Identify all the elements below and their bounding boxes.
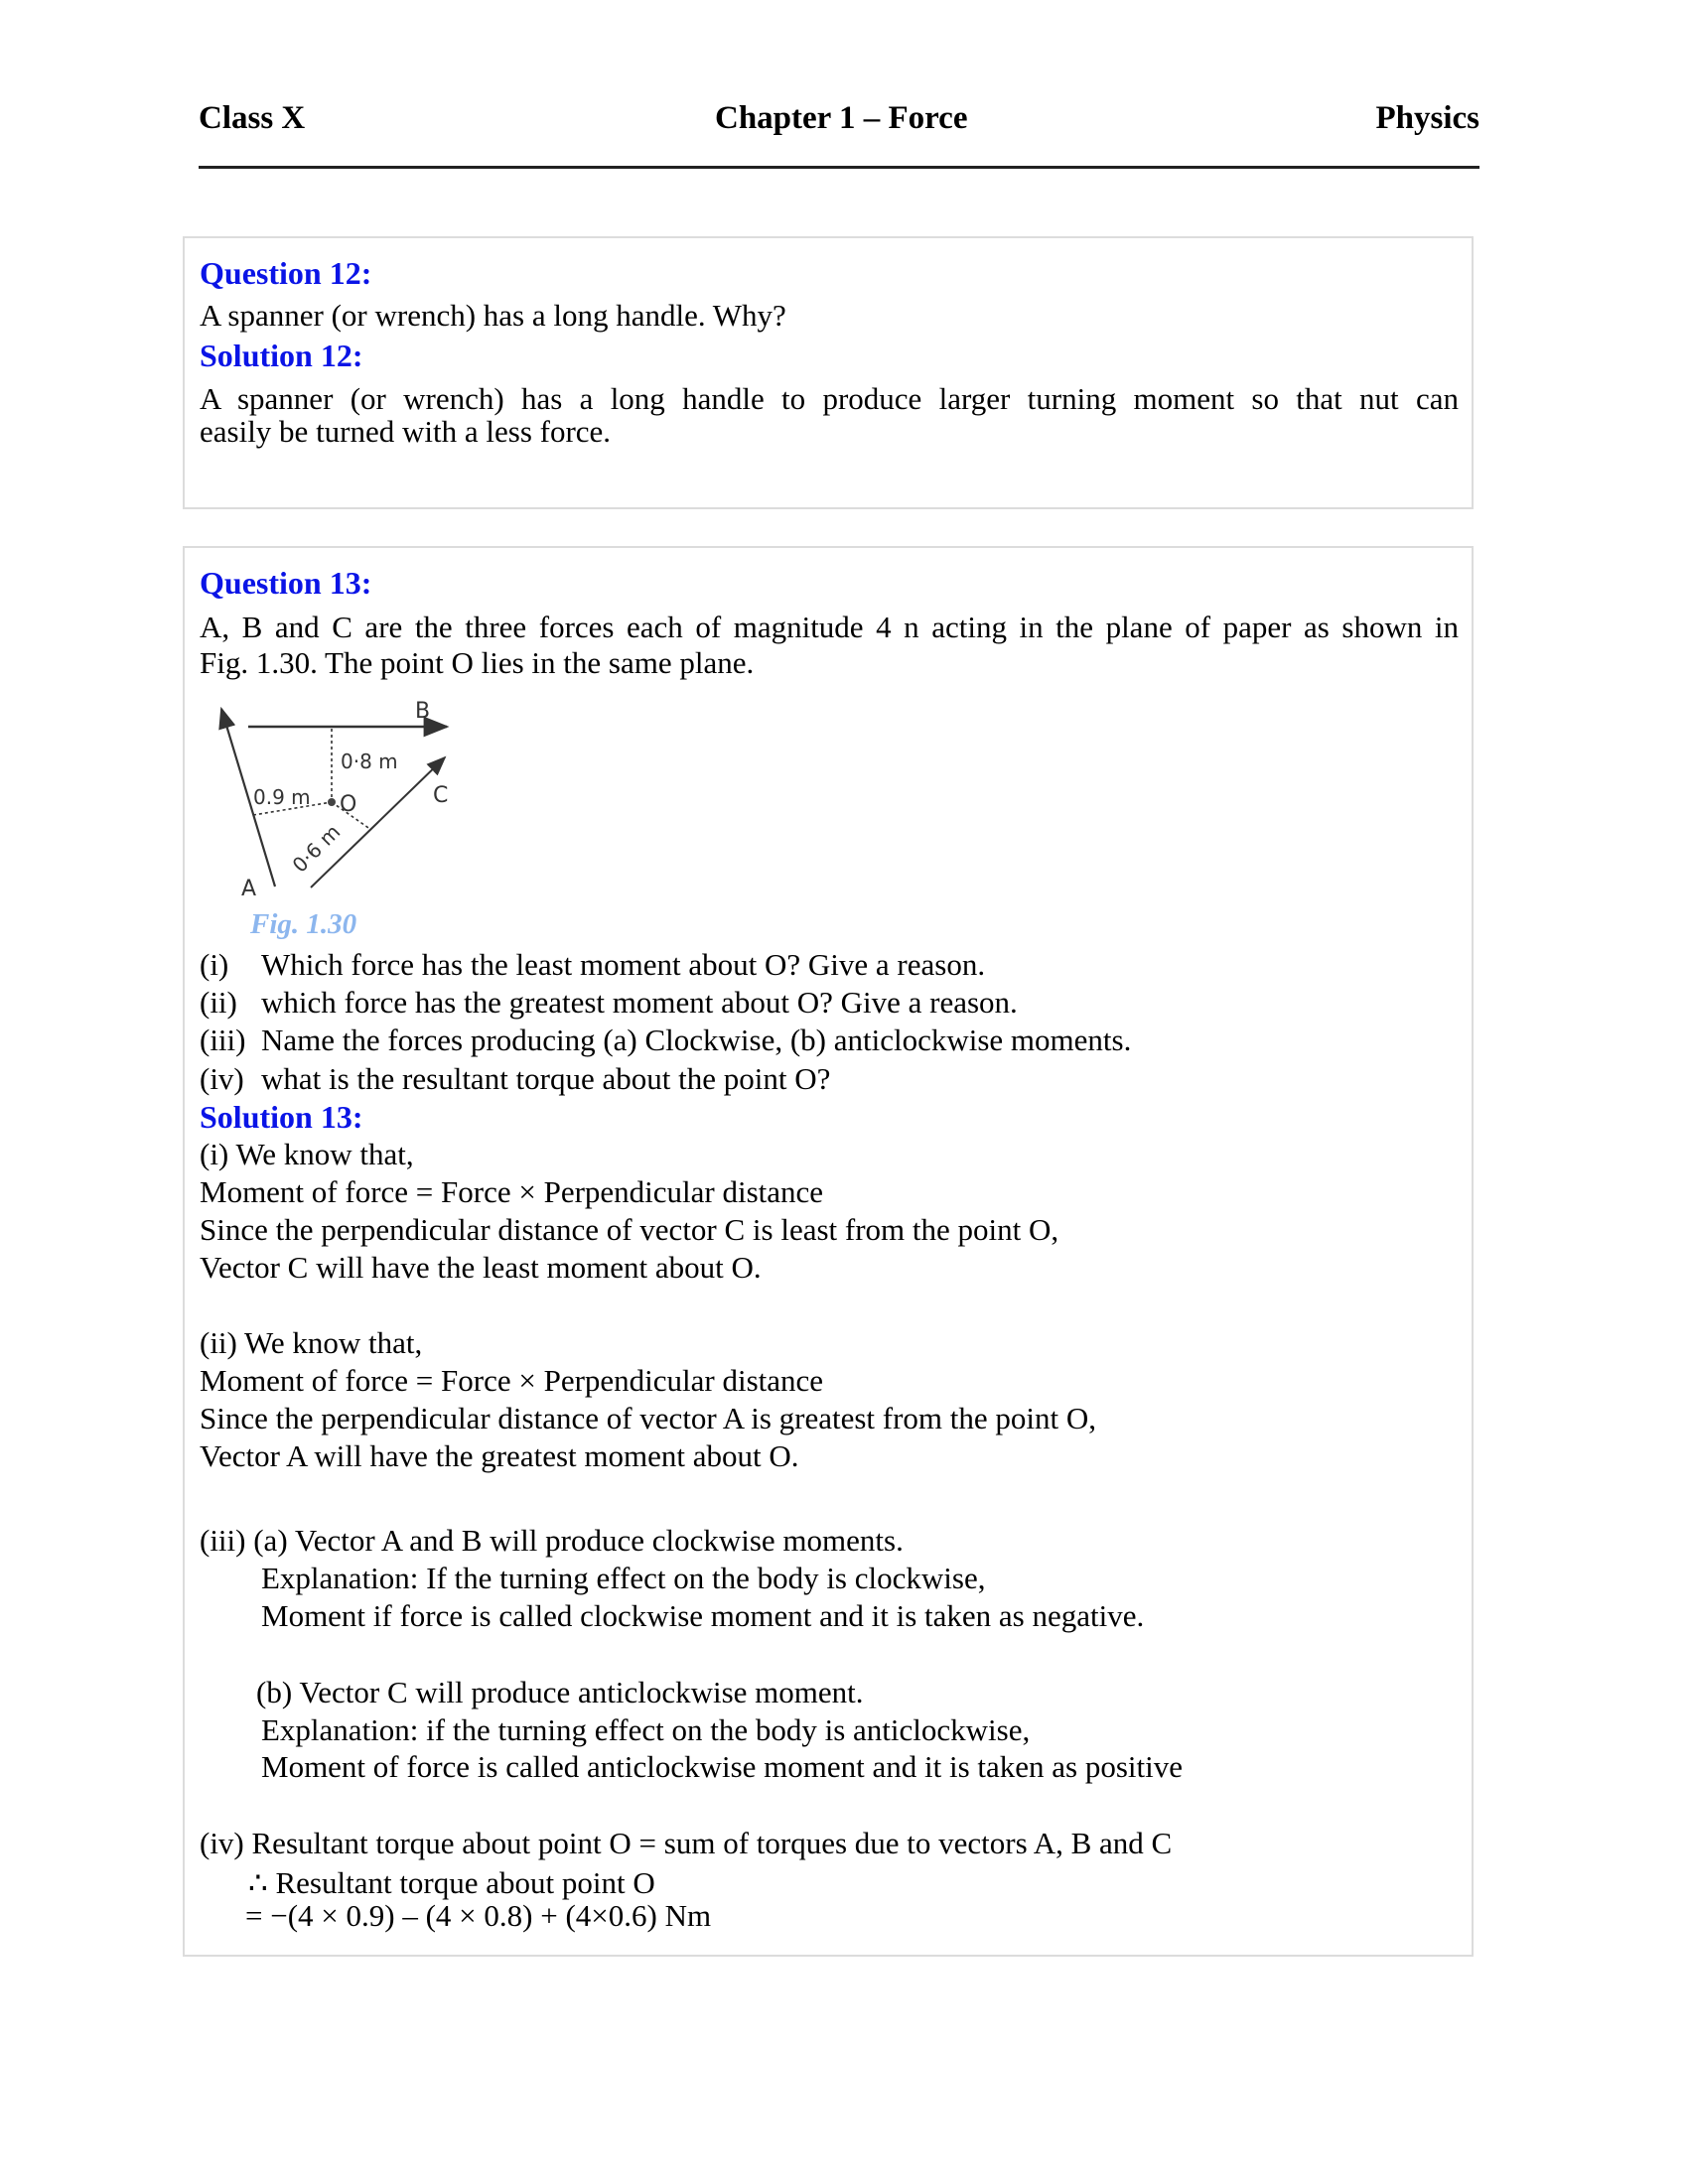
question-12-card [183, 236, 1474, 509]
solution-13-line: Vector A will have the greatest moment about O. [200, 1438, 799, 1473]
question-13-line: Fig. 1.30. The point O lies in the same plane. [200, 645, 755, 680]
point-o [328, 798, 336, 806]
sub-question-number: (iv) [200, 1061, 244, 1096]
solution-13-line: Since the perpendicular distance of vector A is greatest from the point O, [200, 1401, 1097, 1435]
sub-question-text: Name the forces producing (a) Clockwise, (b) anticlockwise moments. [261, 1023, 1132, 1057]
solution-12-line: A spanner (or wrench) has a long handle to produce larger turning moment so that nut can [200, 381, 1459, 416]
question-12-label: Question 12: [200, 255, 372, 291]
solution-13-line: = −(4 × 0.9) – (4 × 0.8) + (4×0.6) Nm [245, 1898, 712, 1933]
solution-12-label: Solution 12: [200, 338, 363, 373]
header-divider [199, 166, 1479, 169]
question-13-label: Question 13: [200, 565, 372, 601]
solution-13-line: Moment of force = Force × Perpendicular distance [200, 1174, 824, 1209]
solution-13-line: (iii) (a) Vector A and B will produce clockwise moments. [200, 1523, 904, 1558]
header-chapter-title: Chapter 1 – Force [715, 100, 968, 136]
solution-13-line: ∴ Resultant torque about point O [248, 1865, 655, 1900]
solution-13-line: (i) We know that, [200, 1137, 414, 1171]
question-13-line: A, B and C are the three forces each of magnitude 4 n acting in the plane of paper as shown in [200, 610, 1459, 644]
sub-question-number: (ii) [200, 985, 237, 1020]
figure-caption: Fig. 1.30 [250, 908, 357, 940]
solution-12-line: easily be turned with a less force. [200, 414, 612, 449]
question-12-text: A spanner (or wrench) has a long handle. Why? [200, 298, 786, 333]
solution-13-line: Vector C will have the least moment about O. [200, 1250, 762, 1285]
label-distance-b: 0·8 m [341, 750, 398, 773]
header-class: Class X [199, 100, 306, 136]
solution-13-line: Moment if force is called clockwise moment and it is taken as negative. [261, 1598, 1145, 1633]
label-a: A [241, 877, 257, 901]
solution-13-line: (iv) Resultant torque about point O = sum of torques due to vectors A, B and C [200, 1826, 1173, 1860]
solution-13-line: (ii) We know that, [200, 1325, 423, 1360]
header-subject: Physics [1375, 100, 1479, 136]
sub-question-text: which force has the greatest moment about O? Give a reason. [261, 985, 1018, 1020]
label-b: B [415, 699, 431, 724]
solution-13-line: Moment of force is called anticlockwise moment and it is taken as positive [261, 1749, 1184, 1784]
sub-question-text: what is the resultant torque about the point O? [261, 1061, 831, 1096]
solution-13-line: Moment of force = Force × Perpendicular distance [200, 1363, 824, 1398]
solution-13-label: Solution 13: [200, 1099, 363, 1135]
sub-question-number: (iii) [200, 1023, 246, 1057]
label-o: O [340, 792, 357, 817]
label-c: C [433, 783, 449, 808]
sub-question-number: (i) [200, 947, 229, 982]
label-distance-a: 0.9 m [253, 785, 311, 809]
force-diagram-figure [199, 685, 477, 903]
sub-question-text: Which force has the least moment about O? Give a reason. [261, 947, 986, 982]
solution-13-line: Since the perpendicular distance of vector C is least from the point O, [200, 1212, 1059, 1247]
solution-13-line: Explanation: If the turning effect on the body is clockwise, [261, 1561, 986, 1595]
label-distance-c: 0·6 m [287, 819, 346, 878]
solution-13-line: Explanation: if the turning effect on the body is anticlockwise, [261, 1712, 1031, 1747]
solution-13-line: (b) Vector C will produce anticlockwise moment. [256, 1675, 864, 1709]
